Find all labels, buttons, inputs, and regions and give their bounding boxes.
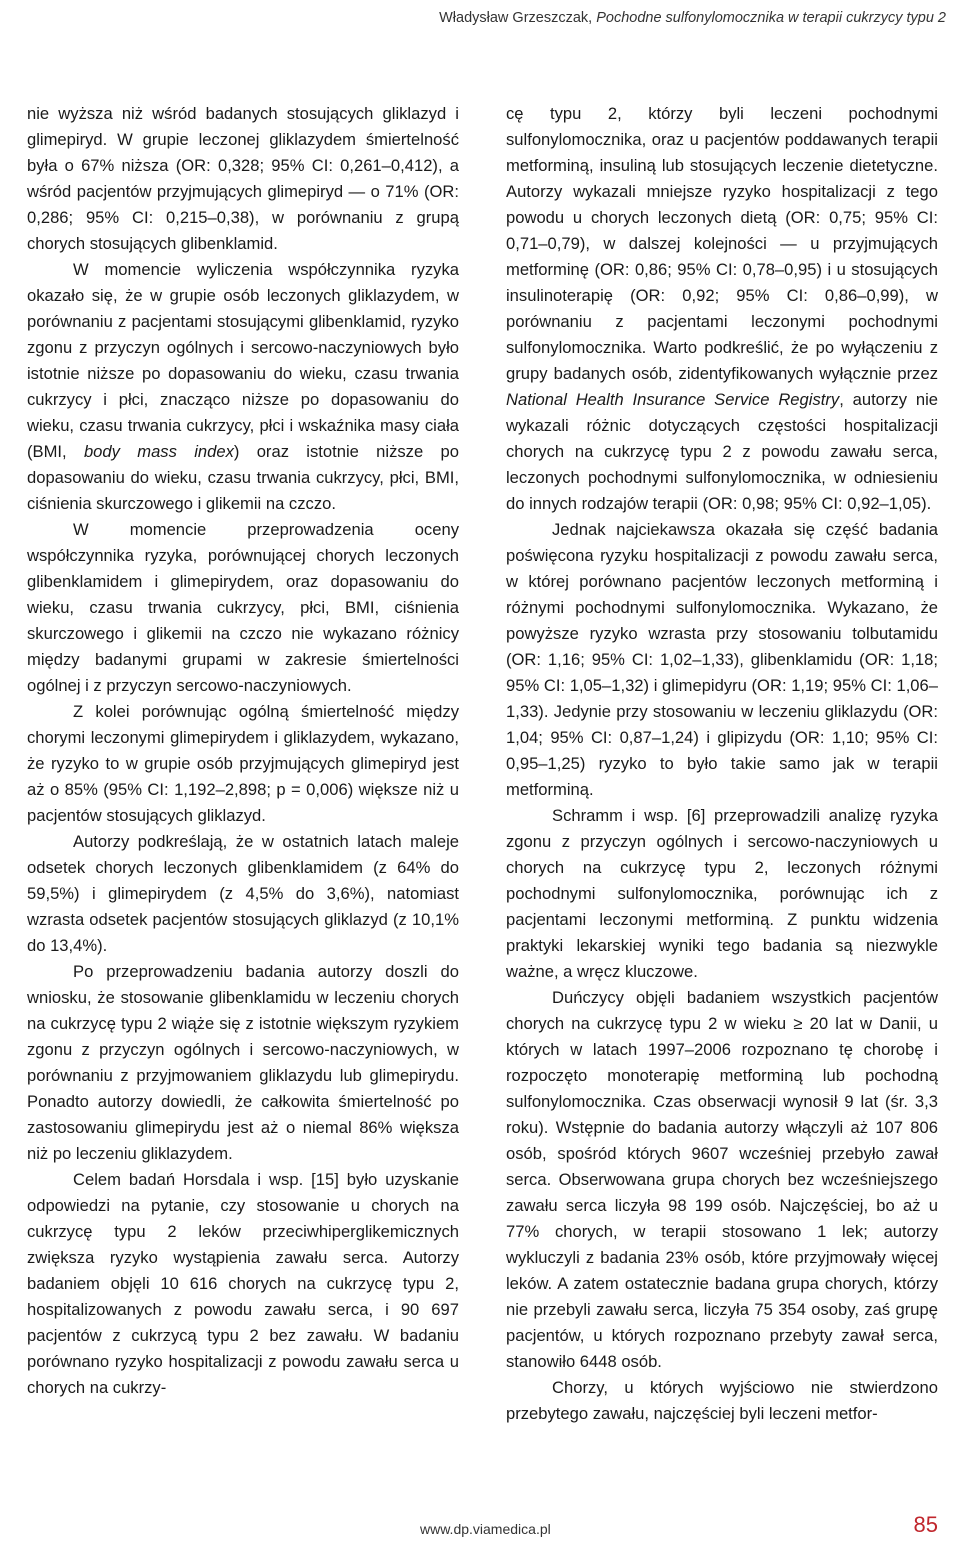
page-number: 85	[913, 1512, 938, 1537]
footer-url-link[interactable]: www.dp.viamedica.pl	[420, 1521, 551, 1537]
paragraph	[506, 101, 938, 517]
left-column	[27, 101, 459, 1401]
paragraph: Autorzy podkreślają, że w ostatnich latach maleje odsetek chorych leczonych glibenklamidem (z 64% do 59,5%) i glimepirydem (z 4,5% do 3,6%), natomiast wzrasta odsetek pacjentów stosujących gliklazyd (z 10,1% do 13,4%).	[27, 832, 459, 955]
paragraph	[27, 257, 459, 517]
header-author: Władysław Grzeszczak,	[439, 10, 593, 26]
paragraph-italic: body mass index	[83, 442, 234, 461]
paragraph-italic: National Health Insurance Service Registry	[506, 390, 840, 409]
paragraph: Celem badań Horsdala i wsp. [15] było uzyskanie odpowiedzi na pytanie, czy stosowanie u chorych na cukrzycę typu 2 leków przeciwhiperglikemicznych zwiększa ryzyko wystąpienia zawału serca. Autorzy badaniem objęli 10 616 chorych na cukrzycę typu 2, hospitalizowanych z powodu zawału serca, i 90 697 pacjentów z cukrzycą typu 2 bez zawału. W badaniu porównano ryzyko hospitalizacji z powodu zawału serca u chorych na cukrzy-	[27, 1170, 459, 1397]
paragraph: Chorzy, u których wyjściowo nie stwierdzono przebytego zawału, najczęściej byli leczeni metfor-	[506, 1378, 938, 1423]
paragraph: Duńczycy objęli badaniem wszystkich pacjentów chorych na cukrzycę typu 2 w wieku ≥ 20 lat w Danii, u których w latach 1997–2006 rozpoznano tę chorobę i rozpoczęto monoterapię metforminą lub pochodną sulfonylomocznika. Czas obserwacji wynosił 9 lat (śr. 3,3 roku). Wstępnie do badania autorzy włączyli aż 107 806 osób, spośród których 9607 wcześniej przebyło zawał serca. Obserwowana grupa chorych bez wcześniejszego zawału serca liczyła 98 199 osób. Najczęściej, bo aż u 77% chorych, w terapii stosowano 1 lek; autorzy wykluczyli z badania 23% osób, które przyjmowały więcej leków. A zatem ostatecznie badana grupa chorych, którzy nie przebyli zawału serca, liczyła 75 354 osoby, zaś grupę pacjentów, u których rozpoznano przebyty zawał serca, stanowiło 6448 osób.	[506, 988, 938, 1371]
paragraph: W momencie przeprowadzenia oceny współczynnika ryzyka, porównującej chorych leczonych glibenklamidem i glimepirydem, oraz dopasowaniu do wieku, czasu trwania cukrzycy, płci, BMI, ciśnienia skurczowego i glikemii na czczo nie wykazano różnicy między badanymi grupami w zakresie śmiertelności ogólnej i z przyczyn sercowo-naczyniowych.	[27, 520, 459, 695]
paragraph: Po przeprowadzeniu badania autorzy doszli do wniosku, że stosowanie glibenklamidu w leczeniu chorych na cukrzycę typu 2 wiąże się z istotnie większym ryzykiem zgonu z przyczyn ogólnych i sercowo-naczyniowych, w porównaniu z przyjmowaniem gliklazydu lub glimepirydu. Ponadto autorzy dowiedli, że całkowita śmiertelność po zastosowaniu glimepirydu jest aż o niemal 86% większa niż po leczeniu gliklazydem.	[27, 962, 459, 1163]
paragraph-text: cę typu 2, którzy byli leczeni pochodnymi sulfonylomocznika, oraz u pacjentów poddawanych terapii metforminą, insuliną lub stosujących leczenie dietetyczne. Autorzy wykazali mniejsze ryzyko hospitalizacji z tego powodu u chorych leczonych dietą (OR: 0,75; 95% CI: 0,71–0,79), w dalszej kolejności — u przyjmujących metforminę (OR: 0,86; 95% CI: 0,78–0,95) i u stosujących insulinoterapię (OR: 0,92; 95% CI: 0,86–0,99), w porównaniu z pacjentami leczonymi pochodnymi sulfonylomocznika. Warto podkreślić, że po wyłączeniu z grupy badanych osób, zidentyfikowanych wyłącznie przez	[506, 104, 938, 383]
header-title: Pochodne sulfonylomocznika w terapii cukrzycy typu 2	[596, 10, 946, 26]
paragraph-text: ) oraz istotnie niższe po dopasowaniu do wieku, czasu trwania cukrzycy, płci, BMI, ciśnienia skurczowego i glikemii na czczo.	[27, 442, 459, 513]
paragraph: nie wyższa niż wśród badanych stosujących gliklazyd i glimepiryd. W grupie leczonej gliklazydem śmiertelność była o 67% niższa (OR: 0,328; 95% CI: 0,261–0,412), a wśród pacjentów przyjmujących glimepiryd — o 71% (OR: 0,286; 95% CI: 0,215–0,38), w porównaniu z grupą chorych stosujących glibenklamid.	[27, 104, 459, 253]
running-header	[0, 10, 946, 26]
paragraph-text: W momencie wyliczenia współczynnika ryzyka okazało się, że w grupie osób leczonych gliklazydem, w porównaniu z pacjentami stosującymi glibenklamid, ryzyko zgonu z przyczyn ogólnych i sercowo-naczyniowych było istotnie niższe po dopasowaniu do wieku, czasu trwania cukrzycy i płci, znacząco niższe po dopasowaniu do wieku, czasu trwania cukrzycy, płci i wskaźnika masy ciała (BMI,	[27, 260, 459, 461]
right-column	[506, 101, 938, 1427]
paragraph-text: , autorzy nie wykazali różnic dotyczących częstości hospitalizacji chorych na cukrzycę typu 2 z powodu zawału serca, leczonych pochodnymi sulfonylomocznika, w odniesieniu do innych rodzajów terapii (OR: 0,98; 95% CI: 0,92–1,05).	[506, 390, 938, 513]
paragraph: Z kolei porównując ogólną śmiertelność między chorymi leczonymi glimepirydem i gliklazydem, wykazano, że ryzyko to w grupie osób przyjmujących glimepiryd jest aż o 85% (95% CI: 1,192–2,898; p = 0,006) większe niż u pacjentów stosujących gliklazyd.	[27, 702, 459, 825]
paragraph: Schramm i wsp. [6] przeprowadzili analizę ryzyka zgonu z przyczyn ogólnych i sercowo-naczyniowych u chorych na cukrzycę typu 2, leczonych różnymi pochodnymi sulfonylomocznika, porównując ich z pacjentami leczonymi metforminą. Z punktu widzenia praktyki lekarskiej wyniki tego badania są niezwykle ważne, a wręcz kluczowe.	[506, 806, 938, 981]
paragraph: Jednak najciekawsza okazała się część badania poświęcona ryzyku hospitalizacji z powodu zawału serca, w której porównano pacjentów leczonych metforminą i różnymi pochodnymi sulfonylomocznika. Wykazano, że powyższe ryzyko wzrasta przy stosowaniu tolbutamidu (OR: 1,16; 95% CI: 1,02–1,33), glibenklamidu (OR: 1,18; 95% CI: 1,05–1,32) i glimepidyru (OR: 1,19; 95% CI: 1,06–1,33). Jedynie przy stosowaniu w leczeniu gliklazydu (OR: 1,04; 95% CI: 0,87–1,24) i glipizydu (OR: 1,10; 95% CI: 0,95–1,25) ryzyko to było takie samo jak w terapii metforminą.	[506, 520, 938, 799]
